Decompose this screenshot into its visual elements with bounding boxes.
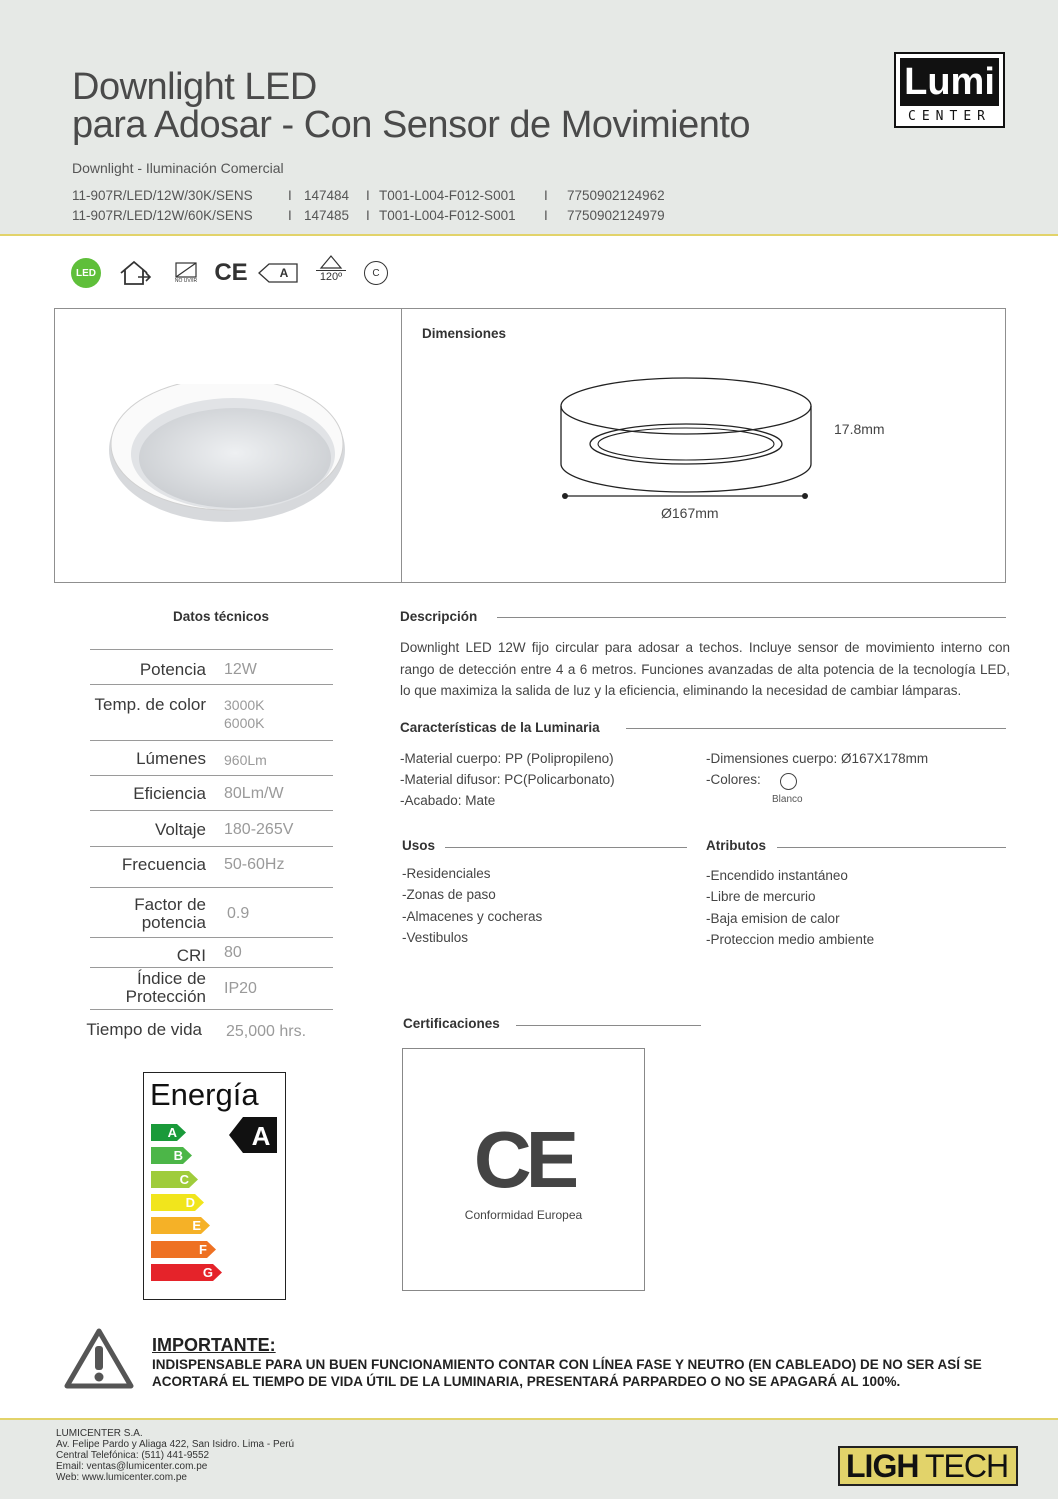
section-rule (777, 847, 1006, 848)
energy-bar-label: D (185, 1194, 195, 1210)
title-line-2: para Adosar - Con Sensor de Movimiento (72, 104, 751, 146)
usos-item: -Almacenes y cocheras (402, 909, 543, 924)
feature-acabado: -Acabado: Mate (400, 793, 496, 808)
features-title: Características de la Luminaria (400, 720, 600, 735)
tech-label: Temp. de color (94, 695, 206, 714)
usos-item: -Residenciales (402, 866, 491, 881)
important-title: IMPORTANTE: (152, 1335, 276, 1355)
section-rule (445, 847, 687, 848)
title-line-1: Downlight LED (72, 66, 317, 108)
lumicenter-logo (894, 52, 1005, 128)
section-rule (497, 617, 1006, 618)
separator: I (366, 208, 370, 223)
tech-label: Voltaje (154, 820, 206, 839)
color-name: Blanco (772, 794, 803, 805)
energy-bar-label: C (179, 1171, 189, 1187)
energy-rating-marker (229, 1117, 277, 1153)
description-title: Descripción (400, 609, 478, 624)
tech-row-frecuencia (90, 846, 333, 888)
tech-row-eficiencia (90, 775, 333, 811)
tech-label: Eficiencia (133, 784, 206, 803)
tech-value-tiempo-vida: 25,000 hrs. (226, 1023, 307, 1040)
tech-label: Potencia (139, 660, 206, 679)
box-divider (401, 309, 402, 582)
separator: I (366, 188, 370, 203)
atributos-item: -Libre de mercurio (706, 889, 816, 904)
usos-title: Usos (402, 838, 436, 853)
feature-colores-label: -Colores: (706, 772, 761, 787)
tech-row-cri (90, 937, 333, 968)
reference-code: T001-L004-F012-S001 (379, 188, 516, 203)
atributos-item: -Proteccion medio ambiente (706, 932, 875, 947)
usos-item: -Zonas de paso (402, 887, 496, 902)
warning-icon (64, 1328, 134, 1390)
lightech-logo: LIGH TECH (838, 1446, 1018, 1486)
section-rule (516, 1025, 701, 1026)
energy-bar-a (151, 1124, 187, 1141)
diameter-dimension: Ø167mm (661, 505, 719, 521)
product-image-box (54, 308, 1006, 583)
energy-bar-label: B (173, 1148, 183, 1164)
tech-label: Lúmenes (136, 749, 206, 768)
feature-dimensiones: -Dimensiones cuerpo: Ø167X178mm (706, 751, 929, 766)
model-code: 11-907R/LED/12W/30K/SENS (72, 188, 253, 203)
height-dimension: 17.8mm (834, 421, 885, 437)
tech-row-voltaje (90, 810, 333, 847)
separator: I (288, 188, 292, 203)
energy-bar-label: F (199, 1241, 207, 1257)
tech-label-2: potencia (141, 913, 206, 932)
energy-title: Energía (150, 1077, 259, 1112)
tech-label: Factor de (134, 895, 206, 914)
led-icon: LED (70, 258, 102, 288)
ce-icon: CE (214, 259, 248, 286)
certification-caption: Conformidad Europea (464, 1208, 583, 1222)
tech-value: 0.9 (227, 905, 250, 922)
beam-angle-icon: 120º (312, 254, 350, 290)
section-rule (626, 728, 1006, 729)
tech-value: 80 (224, 944, 242, 961)
energy-class-icon: A (258, 258, 300, 288)
energy-bar-g (151, 1264, 223, 1281)
tech-value: 50-60Hz (224, 856, 285, 873)
tech-label-tiempo-vida: Tiempo de vida (86, 1020, 202, 1039)
header (0, 0, 1058, 236)
footer-phone: Central Telefónica: (511) 441-9552 (56, 1450, 210, 1461)
separator: I (544, 188, 548, 203)
downlight-product-image (105, 384, 350, 524)
energy-bar-e (151, 1217, 211, 1234)
energy-bar-d (151, 1194, 205, 1211)
ean-code: 7750902124979 (567, 208, 665, 223)
important-text: INDISPENSABLE PARA UN BUEN FUNCIONAMIENTO CONTAR CON LÍNEA FASE Y NEUTRO (EN CABLEADO) DE NO SER ASÍ SE ACORTARÁ EL TIEMPO DE VIDA ÚTIL DE LA LUMINARIA, PRESENTARÁ PARPARDEO O NO SE APAGARÁ AL 100%. (152, 1357, 982, 1389)
tech-label: Índice de (137, 969, 206, 988)
tech-label-2: Protección (125, 987, 206, 1006)
energy-bar-label: E (192, 1218, 201, 1234)
logo-main: Lumi (900, 58, 999, 106)
svg-text:A: A (251, 1121, 271, 1151)
color-swatch-white (780, 773, 797, 790)
class-c-icon: C (363, 258, 389, 288)
footer-company: LUMICENTER S.A. (56, 1428, 143, 1439)
energy-bar-label: A (167, 1125, 177, 1140)
energy-bar-c (151, 1171, 199, 1188)
tech-value: 12W (224, 661, 257, 678)
tech-row-indice-proteccion (90, 967, 333, 1010)
footer-web: Web: www.lumicenter.com.pe (56, 1472, 187, 1483)
description-text: Downlight LED 12W fijo circular para adosar a techos. Incluye sensor de movimiento interno con rango de detección entre 4 a 6 metros. Funciones avanzadas de alta potencia de la tecnología LED, lo que maximiza la salida de luz y la eficiencia, eliminando la necesidad de cambiar lámparas. (400, 640, 1010, 698)
tech-label: CRI (176, 946, 206, 965)
tech-row-lumenes (90, 740, 333, 776)
tech-value: 3000K (224, 697, 265, 713)
tech-row-factor-potencia (90, 887, 333, 938)
certifications-title: Certificaciones (403, 1016, 500, 1031)
atributos-item: -Baja emision de calor (706, 911, 840, 926)
indoor-house-icon (117, 258, 155, 288)
no-uv-ir-icon: NO UV/IR (172, 258, 200, 288)
energy-bar-label: G (202, 1264, 213, 1280)
dimensions-title: Dimensiones (422, 326, 507, 341)
tech-value: 960Lm (224, 752, 267, 768)
tech-value: IP20 (224, 980, 257, 997)
usos-item: -Vestibulos (402, 930, 469, 945)
footer-email: Email: ventas@lumicenter.com.pe (56, 1461, 208, 1472)
ean-code: 7750902124962 (567, 188, 665, 203)
separator: I (544, 208, 548, 223)
atributos-title: Atributos (706, 838, 766, 853)
dimensions-drawing (555, 374, 815, 524)
atributos-item: -Encendido instantáneo (706, 868, 848, 883)
tech-data-title: Datos técnicos (173, 609, 270, 624)
energy-bar-f (151, 1241, 217, 1258)
tech-row-temp-color (90, 684, 333, 741)
energy-bar-b (151, 1147, 193, 1164)
tech-label: Frecuencia (121, 855, 206, 874)
separator: I (288, 208, 292, 223)
subtitle: Downlight - Iluminación Comercial (72, 160, 284, 176)
feature-material-cuerpo: -Material cuerpo: PP (Polipropileno) (400, 751, 614, 766)
product-id: 147484 (304, 188, 350, 203)
energy-label (143, 1072, 286, 1300)
tech-value-2: 6000K (224, 715, 265, 731)
certification-box (402, 1048, 645, 1291)
tech-row-potencia (90, 649, 333, 685)
product-id: 147485 (304, 208, 350, 223)
reference-code: T001-L004-F012-S001 (379, 208, 516, 223)
footer-address: Av. Felipe Pardo y Aliaga 422, San Isidro. Lima - Perú (56, 1439, 295, 1450)
ce-mark-icon: CE (473, 1115, 574, 1204)
feature-material-difusor: -Material difusor: PC(Policarbonato) (400, 772, 615, 787)
tech-value: 180-265V (224, 821, 294, 838)
logo-sub: CENTER (908, 109, 991, 124)
tech-value: 80Lm/W (224, 785, 284, 802)
model-code: 11-907R/LED/12W/60K/SENS (72, 208, 253, 223)
